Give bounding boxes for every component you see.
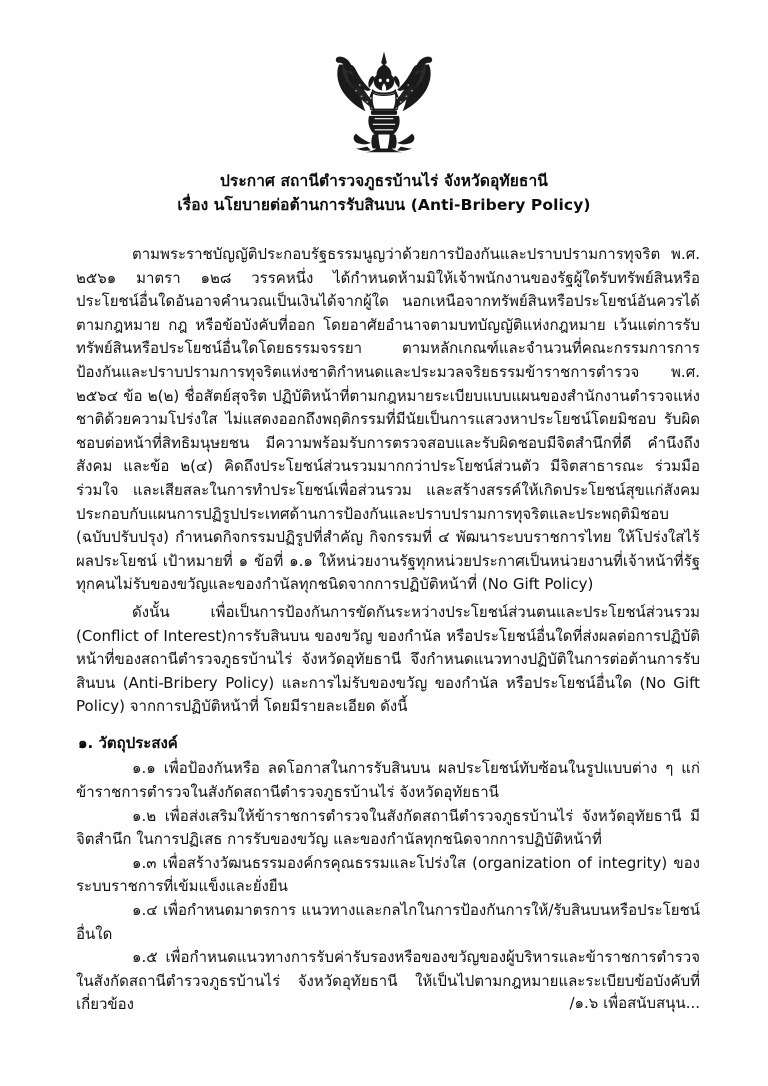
paragraph-1: ตามพระราชบัญญัติประกอบรัฐธรรมนูญว่าด้วยการป้องกันและปราบปรามการทุจริต พ.ศ. ๒๕๖๑ มาตรา ๑๒๘ วรรคหนึ่ง ได้กำหนดห้ามมิให้เจ้าพนักงานของรัฐผู้ใดรับทรัพย์สินหรือประโยชน์อื่นใดอันอาจคำนวณเป็นเงินได้จากผู้ใด นอกเหนือจากทรัพย์สินหรือประโยชน์อันควรได้ตามกฎหมาย กฎ หรือข้อบังคับที่ออก โดยอาศัยอำนาจตามบทบัญญัติแห่งกฎหมาย เว้นแต่การรับทรัพย์สินหรือประโยชน์อื่นใดโดยธรรมจรรยา ตามหลักเกณฑ์และจำนวนที่คณะกรรมการการป้องกันและปราบปรามการทุจริตแห่งชาติกำหนดและประมวลจริยธรรมข้าราชการตำรวจ พ.ศ. ๒๕๖๔ ข้อ ๒(๒) ชื่อสัตย์สุจริต ปฏิบัติหน้าที่ตามกฎหมายระเบียบแบบแผนของสำนักงานตำรวจแห่งชาติด้วยความโปร่งใส ไม่แสดงออกถึงพฤติกรรมที่มีนัยเป็นการแสวงหาประโยชน์โดยมิชอบ รับผิดชอบต่อหน้าที่สิทธิมนุษยชน มีความพร้อมรับการตรวจสอบและรับผิดชอบมีจิตสำนึกที่ดี คำนึงถึงสังคม และข้อ ๒(๔) คิดถึงประโยชน์ส่วนรวมมากกว่าประโยชน์ส่วนตัว มีจิตสาธารณะ ร่วมมือ ร่วมใจ และเสียสละในการทำประโยชน์เพื่อส่วนรวม และสร้างสรรค์ให้เกิดประโยชน์สุขแก่สังคม ประกอบกับแผนการปฏิรูปประเทศด้านการป้องกันและปราบปรามการทุจริตและประพฤติมิชอบ (ฉบับปรับปรุง) กำหนดกิจกรรมปฏิรูปที่สำคัญ กิจกรรมที่ ๔ พัฒนาระบบราชการไทย ให้โปร่งใสไร้ผลประโยชน์ เป้าหมายที่ ๑ ข้อที่ ๑.๑ ให้หน่วยงานรัฐทุกหน่วยประกาศเป็นหน่วยงานที่เจ้าหน้าที่รัฐทุกคนไม่รับของขวัญและของกำนัลทุกชนิดจากการปฏิบัติหน้าที่ (No Gift Policy) [76,245,700,594]
list-item: ๑.๔ เพื่อกำหนดมาตรการ แนวทางและกลไกในการป้องกันการให้/รับสินบนหรือประโยชน์อื่นใด [76,901,700,943]
emblem-container [0,44,768,156]
paragraph-2: ดังนั้น เพื่อเป็นการป้องกันการขัดกันระหว่างประโยชน์ส่วนตนและประโยชน์ส่วนรวม (Conflict of Interest)การรับสินบน ของขวัญ ของกำนัล หรือประโยชน์อื่นใดที่ส่งผลต่อการปฏิบัติหน้าที่ของสถานีตำรวจภูธรบ้านไร่ จังหวัดอุทัยธานี จึงกำหนดแนวทางปฏิบัติในการต่อต้านการรับสินบน (Anti-Bribery Policy) และการไม่รับของขวัญ ของกำนัล หรือประโยชน์อื่นใด (No Gift Policy) จากการปฏิบัติหน้าที่ โดยมีรายละเอียด ดังนี้ [76,602,700,716]
footer-catchword: /๑.๖ เพื่อสนับสนุน... [569,994,700,1012]
document-body [76,243,700,1017]
list-item: ๑.๒ เพื่อส่งเสริมให้ข้าราชการตำรวจในสังกัดสถานีตำรวจภูธรบ้านไร่ จังหวัดอุทัยธานี มีจิตสำนึก ในการปฏิเสธ การรับของขวัญ และของกำนัลทุกชนิดจากการปฏิบัติหน้าที่ [76,806,700,849]
page-subtitle: เรื่อง นโยบายต่อต้านการรับสินบน (Anti-Bribery Policy) [177,196,591,214]
list-item: ๑.๕ เพื่อกำหนดแนวทางการรับค่ารับรองหรือของขวัญของผู้บริหารและข้าราชการตำรวจในสังกัดสถานีตำรวจภูธรบ้านไร่ จังหวัดอุทัยธานี ให้เป็นไปตามกฎหมายและระเบียบข้อบังคับที่เกี่ยวข้อง [76,948,700,1014]
list-item: ๑.๓ เพื่อสร้างวัฒนธรรมองค์กรคุณธรรมและโปร่งใส (organization of integrity) ของระบบราชการที่เข้มแข็งและยั่งยืน [76,853,700,896]
list-item: ๑.๑ เพื่อป้องกันหรือ ลดโอกาสในการรับสินบน ผลประโยชน์ทับซ้อนในรูปแบบต่าง ๆ แก่ข้าราชการตำรวจในสังกัดสถานีตำรวจภูธรบ้านไร่ จังหวัดอุทัยธานี [76,759,700,802]
section-heading-objectives: ๑. วัตถุประสงค์ [78,733,178,752]
page-title: ประกาศ สถานีตำรวจภูธรบ้านไร่ จังหวัดอุทัยธานี [219,172,548,190]
thai-garuda-emblem [328,44,440,156]
document-title-block [0,170,768,216]
